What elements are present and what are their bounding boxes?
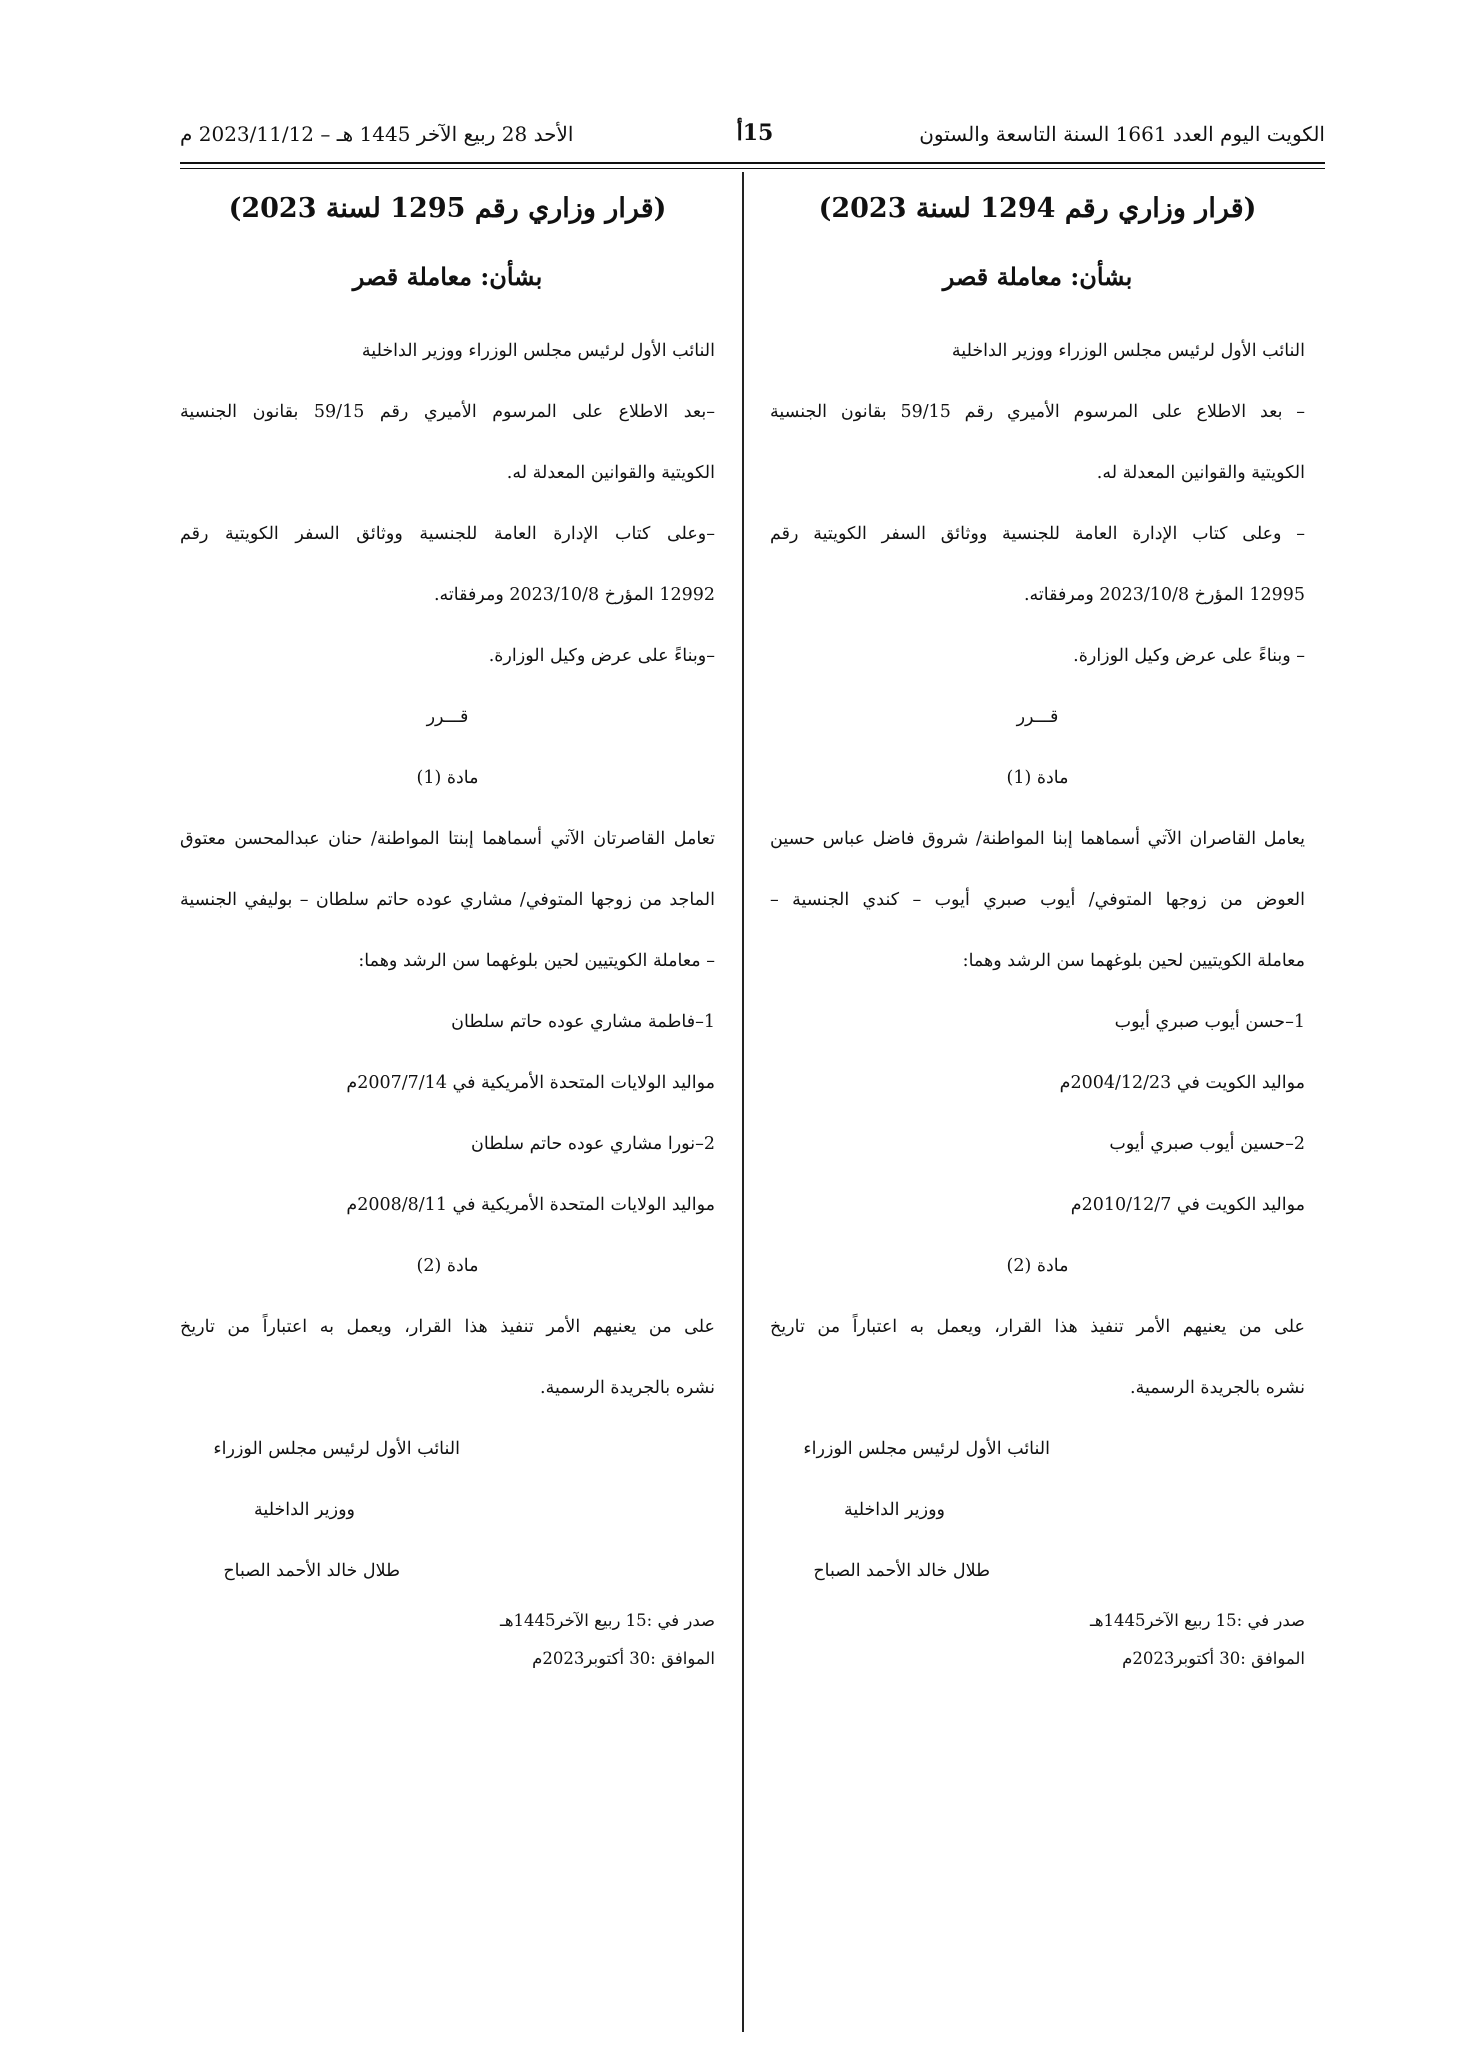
article-text-line: نشره بالجريدة الرسمية. [540, 1378, 715, 1398]
child-birth: مواليد الكويت في 2010/12/7م [1070, 1195, 1305, 1215]
signature-name: طلال خالد الأحمد الصباح [223, 1561, 400, 1581]
header-rule-thick [180, 162, 1325, 164]
decided-heading: قـــرر [1016, 707, 1059, 727]
article-text-line: العوض من زوجها المتوفي/ أيوب صبري أيوب – كندي الجنسية – [770, 890, 1305, 910]
corresponding-date: الموافق :30 أكتوبر2023م [532, 1649, 715, 1668]
preamble-line: –بعد الاطلاع على المرسوم الأميري رقم 59/15 بقانون الجنسية [180, 402, 715, 422]
decree-1294 [770, 185, 1305, 1678]
preamble-line: –وعلى كتاب الإدارة العامة للجنسية ووثائق السفر الكويتية رقم [180, 524, 715, 544]
article-text-line: على من يعنيهم الأمر تنفيذ هذا القرار، ويعمل به اعتباراً من تاريخ [770, 1317, 1305, 1337]
header-issue-info: الكويت اليوم العدد 1661 السنة التاسعة والستون [919, 122, 1325, 146]
header-page-number: 15أ [736, 120, 774, 146]
decided-heading: قـــرر [426, 707, 469, 727]
preamble-line: – وبناءً على عرض وكيل الوزارة. [1073, 646, 1305, 666]
child-name: 2–نورا مشاري عوده حاتم سلطان [471, 1134, 715, 1154]
child-birth: مواليد الولايات المتحدة الأمريكية في 2007/7/14م [346, 1073, 715, 1093]
signature-title: ووزير الداخلية [844, 1500, 945, 1520]
decree-1295 [180, 185, 715, 1678]
child-name: 1–فاطمة مشاري عوده حاتم سلطان [451, 1012, 715, 1032]
child-name: 2–حسين أيوب صبري أيوب [1109, 1134, 1305, 1154]
article-text-line: الماجد من زوجها المتوفي/ مشاري عوده حاتم سلطان – بوليفي الجنسية [180, 890, 715, 910]
preamble-line: 12995 المؤرخ 2023/10/8 ومرفقاته. [1023, 585, 1305, 605]
preamble-line: 12992 المؤرخ 2023/10/8 ومرفقاته. [433, 585, 715, 605]
decree-subject: بشأن: معاملة قصر [352, 262, 543, 291]
preamble-line: الكويتية والقوانين المعدلة له. [1096, 463, 1305, 483]
article-1-heading: مادة (1) [1006, 768, 1069, 788]
child-birth: مواليد الكويت في 2004/12/23م [1059, 1073, 1305, 1093]
signature-title: ووزير الداخلية [254, 1500, 355, 1520]
preamble-line: – بعد الاطلاع على المرسوم الأميري رقم 59/15 بقانون الجنسية [770, 402, 1305, 422]
child-name: 1–حسن أيوب صبري أيوب [1114, 1012, 1305, 1032]
issued-date: صدر في :15 ربيع الآخر1445هـ [500, 1611, 715, 1630]
signature-name: طلال خالد الأحمد الصباح [813, 1561, 990, 1581]
preamble-line: الكويتية والقوانين المعدلة له. [506, 463, 715, 483]
preamble-line: – وعلى كتاب الإدارة العامة للجنسية ووثائق السفر الكويتية رقم [770, 524, 1305, 544]
article-text-line: – معاملة الكويتيين لحين بلوغهما سن الرشد وهما: [358, 951, 715, 971]
header-rule-thin [180, 168, 1325, 169]
decree-issuer: النائب الأول لرئيس مجلس الوزراء ووزير الداخلية [951, 341, 1305, 361]
article-text-line: نشره بالجريدة الرسمية. [1130, 1378, 1305, 1398]
article-text-line: تعامل القاصرتان الآتي أسماهما إبنتا المواطنة/ حنان عبدالمحسن معتوق [180, 829, 715, 849]
signature-title: النائب الأول لرئيس مجلس الوزراء [213, 1439, 460, 1459]
column-divider [742, 172, 744, 2032]
decree-title: (قرار وزاري رقم 1294 لسنة 2023) [818, 193, 1257, 224]
header-date: الأحد 28 ربيع الآخر 1445 هـ – 2023/11/12 م [180, 122, 574, 146]
page-header [180, 118, 1325, 160]
article-2-heading: مادة (2) [1006, 1256, 1069, 1276]
corresponding-date: الموافق :30 أكتوبر2023م [1122, 1649, 1305, 1668]
decree-subject: بشأن: معاملة قصر [942, 262, 1133, 291]
signature-title: النائب الأول لرئيس مجلس الوزراء [803, 1439, 1050, 1459]
article-text-line: يعامل القاصران الآتي أسماهما إبنا المواطنة/ شروق فاضل عباس حسين [770, 829, 1305, 849]
article-2-heading: مادة (2) [416, 1256, 479, 1276]
decree-title: (قرار وزاري رقم 1295 لسنة 2023) [228, 193, 667, 224]
decree-issuer: النائب الأول لرئيس مجلس الوزراء ووزير الداخلية [361, 341, 715, 361]
article-text-line: على من يعنيهم الأمر تنفيذ هذا القرار، ويعمل به اعتباراً من تاريخ [180, 1317, 715, 1337]
article-text-line: معاملة الكويتيين لحين بلوغهما سن الرشد وهما: [962, 951, 1305, 971]
issued-date: صدر في :15 ربيع الآخر1445هـ [1090, 1611, 1305, 1630]
article-1-heading: مادة (1) [416, 768, 479, 788]
child-birth: مواليد الولايات المتحدة الأمريكية في 2008/8/11م [346, 1195, 715, 1215]
preamble-line: –وبناءً على عرض وكيل الوزارة. [488, 646, 715, 666]
